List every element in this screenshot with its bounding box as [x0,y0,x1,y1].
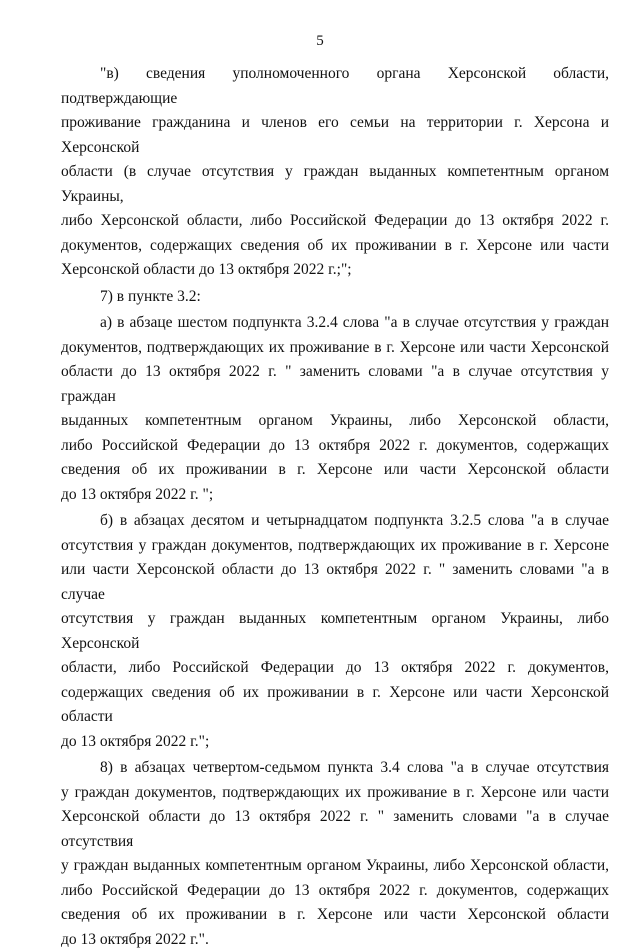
text-line: области, либо Российской Федерации до 13 октября 2022 г. документов, [61,656,609,681]
text-line: либо Херсонской области, либо Российской Федерации до 13 октября 2022 г. [61,209,609,234]
text-line: до 13 октября 2022 г."; [61,730,609,755]
text-line: выданных компетентным органом Украины, либо Херсонской области, [61,409,609,434]
text-line: либо Российской Федерации до 13 октября 2022 г. документов, содержащих [61,434,609,459]
document-body [61,62,609,952]
paragraph-a-abzac-6 [61,311,609,507]
text-line: отсутствия у граждан выданных компетентным органом Украины, либо Херсонской [61,607,609,656]
text-line: документов, содержащих сведения об их проживании в г. Херсоне или части [61,234,609,259]
text-line: проживание гражданина и членов его семьи на территории г. Херсона и Херсонской [61,111,609,160]
text-line: Херсонской области до 13 октября 2022 г. " заменить словами "а в случае отсутствия [61,805,609,854]
text-line: или части Херсонской области до 13 октября 2022 г. " заменить словами "а в случае [61,558,609,607]
text-line: у граждан документов, подтверждающих их проживание в г. Херсоне или части [61,781,609,806]
page-number: 5 [0,33,640,50]
text-line: до 13 октября 2022 г. "; [61,483,609,508]
text-line: Херсонской области до 13 октября 2022 г.;"; [61,258,609,283]
text-line: б) в абзацах десятом и четырнадцатом подпункта 3.2.5 слова "а в случае [61,509,609,534]
text-line: сведения об их проживании в г. Херсоне или части Херсонской области [61,903,609,928]
paragraph-item-7 [61,285,609,310]
text-line: области (в случае отсутствия у граждан выданных компетентным органом Украины, [61,160,609,209]
text-line: 7) в пункте 3.2: [61,285,609,310]
text-line: сведения об их проживании в г. Херсоне или части Херсонской области [61,458,609,483]
text-line: отсутствия у граждан документов, подтверждающих их проживание в г. Херсоне [61,534,609,559]
text-line: а) в абзаце шестом подпункта 3.2.4 слова "а в случае отсутствия у граждан [61,311,609,336]
paragraph-v-svedeniya [61,62,609,283]
text-line: "в) сведения уполномоченного органа Херсонской области, подтверждающие [61,62,609,111]
text-line: либо Российской Федерации до 13 октября 2022 г. документов, содержащих [61,879,609,904]
text-line: области до 13 октября 2022 г. " заменить словами "а в случае отсутствия у граждан [61,360,609,409]
text-line: 8) в абзацах четвертом-седьмом пункта 3.4 слова "а в случае отсутствия [61,756,609,781]
text-line: документов, подтверждающих их проживание в г. Херсоне или части Херсонской [61,336,609,361]
text-line: содержащих сведения об их проживании в г. Херсоне или части Херсонской области [61,681,609,730]
text-line: у граждан выданных компетентным органом Украины, либо Херсонской области, [61,854,609,879]
paragraph-item-8 [61,756,609,952]
paragraph-b-abzac-10-14 [61,509,609,754]
text-line: до 13 октября 2022 г.". [61,928,609,952]
